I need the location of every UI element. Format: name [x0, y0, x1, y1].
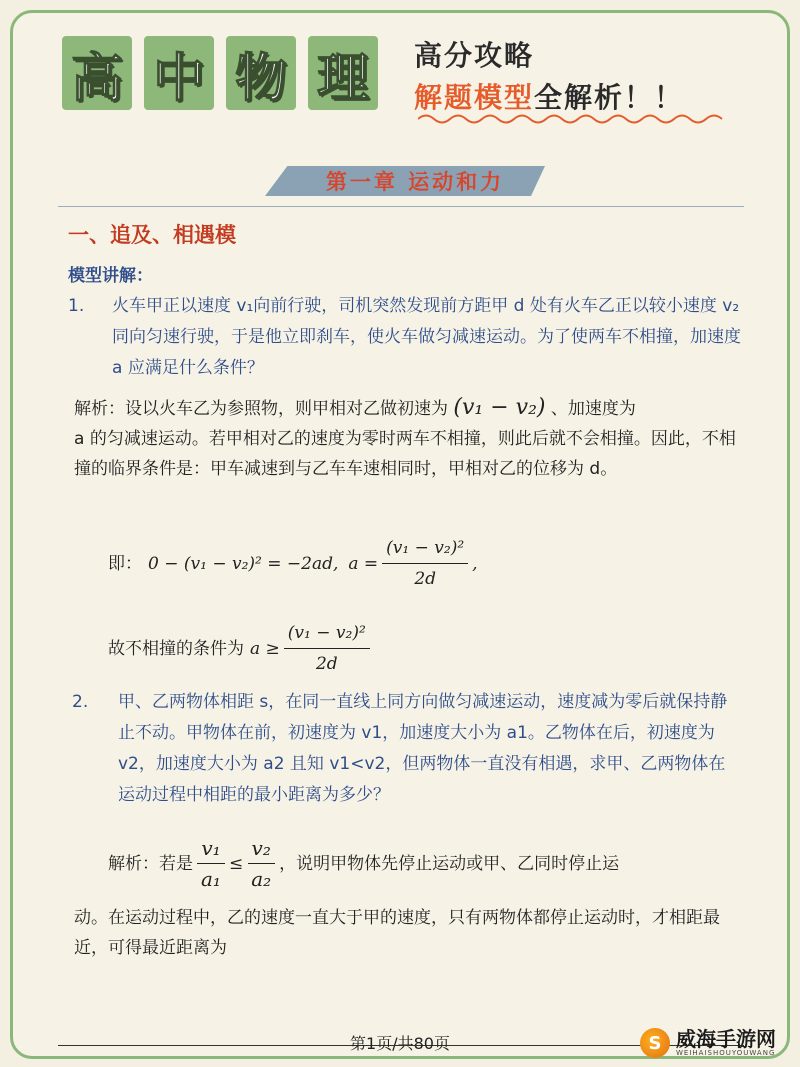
fraction-numerator: v₂ [248, 833, 275, 864]
fraction-denominator: 2d [414, 569, 437, 589]
fraction-denominator: 2d [315, 654, 338, 674]
logo-icon: S [640, 1028, 670, 1058]
divider [58, 206, 744, 207]
question-text: 火车甲正以速度 v₁向前行驶，司机突然发现前方距甲 d 处有火车乙正以较小速度 v₂同向匀速行驶，于是他立即刹车，使火车做匀减速运动。为了使两车不相撞，加速度 a 应满足什么条件？ [112, 296, 741, 378]
answer-1-text: a 的匀减速运动。若甲相对乙的速度为零时两车不相撞，则此后就不会相撞。因此，不相撞的临界条件是：甲车减速到与乙车车速相同时，甲相对乙的位移为 d。 [74, 429, 736, 479]
fraction-numerator: (v₁ − v₂)² [284, 618, 370, 649]
question-text: 甲、乙两物体相距 s，在同一直线上同方向做匀减速运动，速度减为零后就保持静止不动。甲物体在前，初速度为 v1，加速度大小为 a1。乙物体在后，初速度为 v2，加速度大小为 a2 且知 v1<v2，但两物体一直没有相遇，求甲、乙两物体在运动过程中相距的最小距离为多少？ [118, 692, 728, 805]
question-number: 1. [68, 296, 85, 316]
question-2 [72, 687, 752, 847]
equation-2 [108, 618, 728, 679]
condition-lhs: a ≥ [250, 638, 280, 659]
page-number: 第1页/共80页 [350, 1034, 450, 1053]
section-title: 一、追及、相遇模 [68, 223, 236, 247]
watermark-sub: WEIHAISHOUYOUWANG [676, 1049, 776, 1057]
fraction [247, 833, 275, 894]
operator: ≤ [228, 853, 244, 874]
fraction [197, 833, 225, 894]
equation-label: 即： [108, 553, 142, 574]
answer-text: ，说明甲物体先停止运动或甲、乙同时停止运 [279, 853, 620, 874]
main-title [62, 36, 378, 110]
math-expression: (v₁ − v₂) [453, 395, 546, 420]
fraction [284, 618, 370, 679]
title-char: 理 [316, 47, 369, 109]
question-1 [68, 291, 748, 386]
answer-text: 解析：若是 [108, 853, 193, 874]
equation-expr: 0 − (v₁ − v₂)² = −2ad, [148, 553, 339, 574]
subtitle-2-rest: 全解析！！ [534, 81, 685, 114]
subtitle-2-highlight: 解题模型 [414, 81, 535, 114]
answer-text: 、加速度为 [550, 399, 636, 419]
watermark-logo [640, 1028, 776, 1058]
condition-label: 故不相撞的条件为 [108, 638, 244, 659]
fraction [382, 533, 468, 594]
fraction-denominator: a₁ [201, 867, 221, 891]
model-label: 模型讲解： [68, 266, 153, 286]
watermark-name: 威海手游网 [676, 1027, 776, 1051]
fraction-numerator: (v₁ − v₂)² [382, 533, 468, 564]
answer-text: 解析：设以火车乙为参照物，则甲相对乙做初速为 [74, 399, 448, 419]
title-char-box [308, 36, 378, 110]
title-char-box [144, 36, 214, 110]
answer-2-line1 [108, 833, 748, 894]
answer-2-text: 动。在运动过程中，乙的速度一直大于甲的速度，只有两物体都停止运动时，才相距最近，可得最近距离为 [74, 908, 720, 958]
fraction-numerator: v₁ [197, 833, 224, 864]
title-char: 物 [234, 47, 287, 109]
title-char-box [226, 36, 296, 110]
question-number: 2. [72, 692, 89, 712]
title-char: 中 [152, 47, 205, 109]
equation-lhs: a = [348, 553, 379, 574]
title-char-box [62, 36, 132, 110]
chapter-title: 第一章 运动和力 [325, 170, 505, 194]
wavy-underline [418, 112, 728, 126]
equation-1: 即： 0 − (v₁ − v₂)² = −2ad, a = $\frac{\text{(v₁ − v₂)²}}{2d}$ , [108, 533, 728, 594]
title-char: 高 [70, 47, 123, 109]
subtitle-1: 高分攻略 [414, 39, 535, 72]
subtitle-2 [414, 76, 684, 116]
answer-1-line1 [74, 393, 750, 424]
fraction-denominator: a₂ [251, 867, 272, 891]
